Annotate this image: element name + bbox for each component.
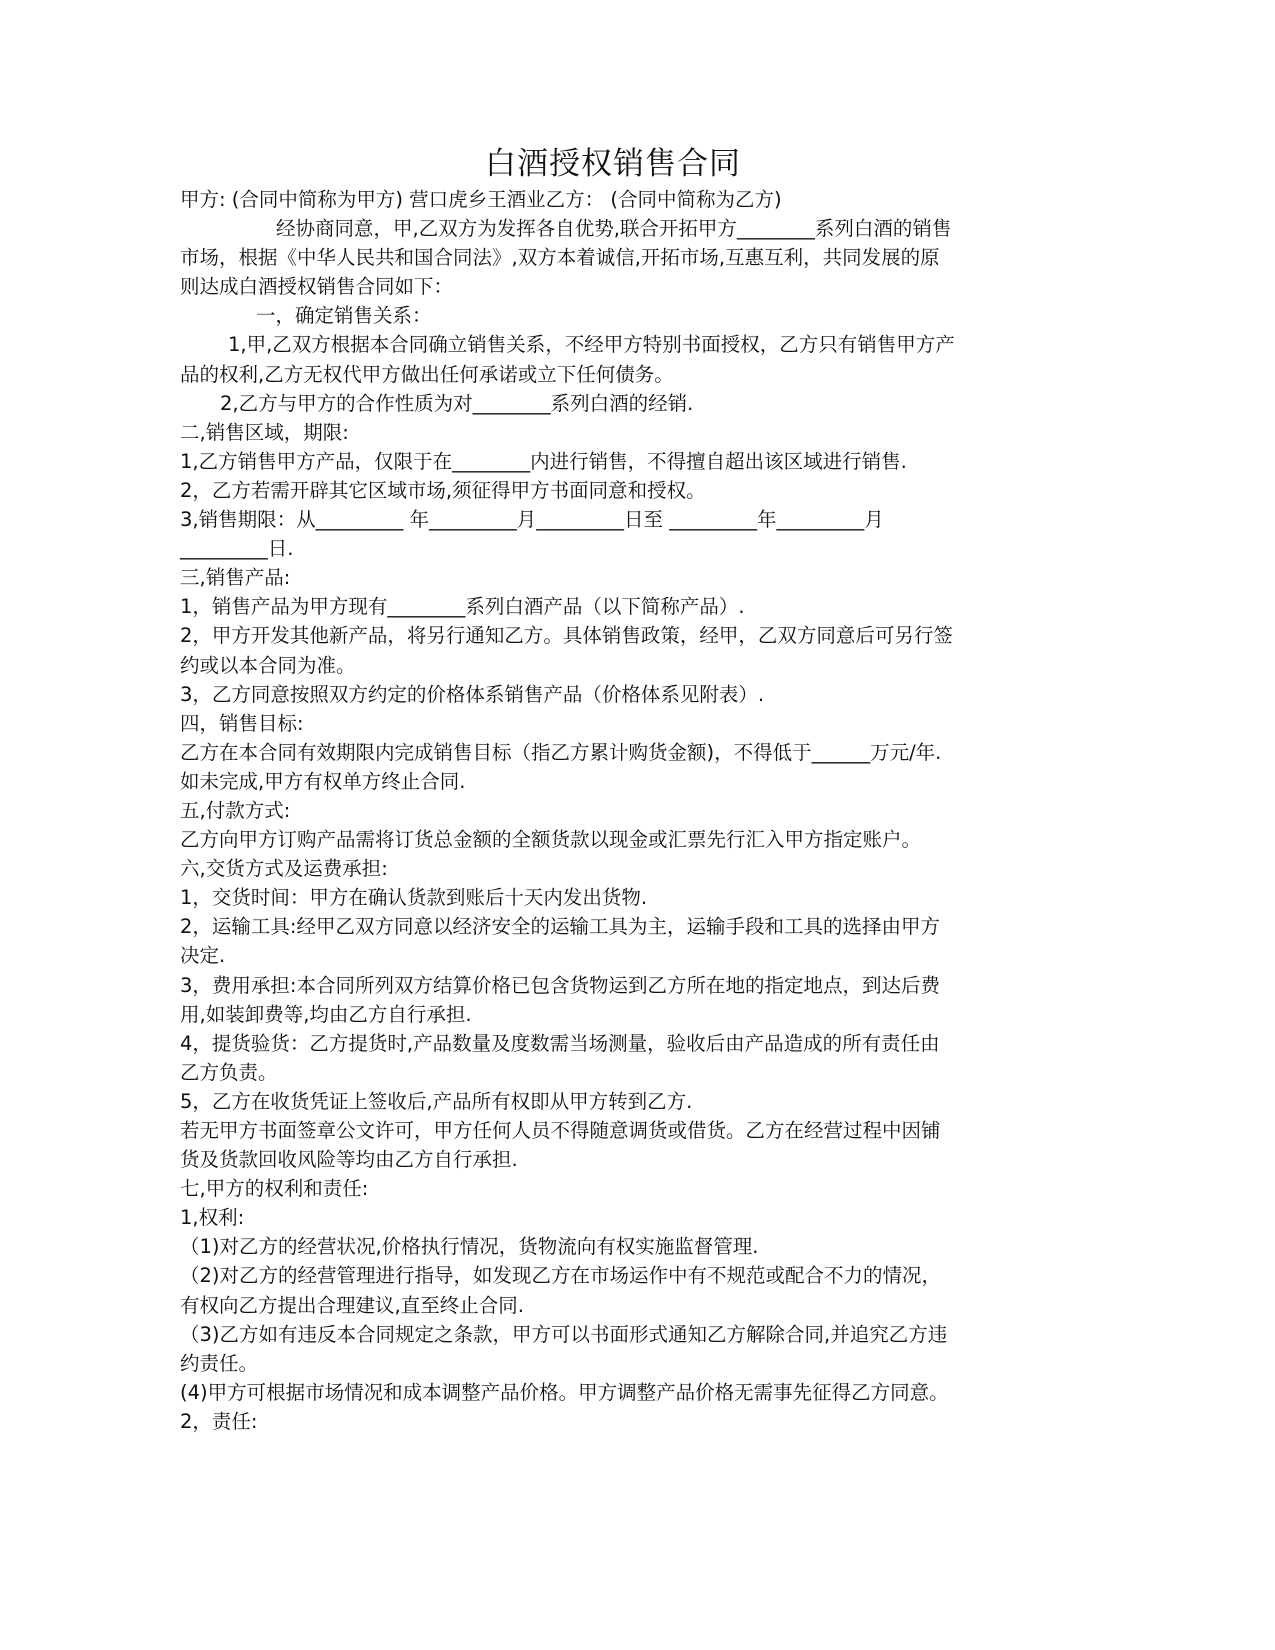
- clause-line: 如未完成,甲方有权单方终止合同.: [180, 769, 466, 793]
- document-title: 白酒授权销售合同: [485, 146, 741, 182]
- parties-line: 甲方: (合同中简称为甲方) 营口虎乡王酒业乙方： (合同中简称为乙方): [180, 188, 782, 211]
- subsection-heading: 2，责任:: [180, 1409, 258, 1433]
- clause-line: 若无甲方书面签章公文许可，甲方任何人员不得随意调货或借货。乙方在经营过程中因铺: [180, 1119, 941, 1142]
- clause-line: 4，提货验货：乙方提货时,产品数量及度数需当场测量，验收后由产品造成的所有责任由: [180, 1031, 940, 1055]
- contract-page: [180, 143, 1080, 1436]
- clause-line: 3，乙方同意按照双方约定的价格体系销售产品（价格体系见附表）.: [180, 682, 765, 706]
- clause-line: 品的权利,乙方无权代甲方做出任何承诺或立下任何债务。: [180, 362, 674, 386]
- clause-line: 用,如装卸费等,均由乙方自行承担.: [180, 1002, 472, 1026]
- clause-line: （3)乙方如有违反本合同规定之条款，甲方可以书面形式通知乙方解除合同,并追究乙方违: [180, 1322, 948, 1346]
- preamble-line: 市场，根据《中华人民共和国合同法》,双方本着诚信,开拓市场,互惠互利，共同发展的原: [180, 246, 940, 270]
- clause-line: 约责任。: [180, 1351, 259, 1375]
- clause-line: 1,乙方销售甲方产品，仅限于在________内进行销售，不得擅自超出该区域进行销售.: [180, 449, 907, 473]
- clause-line: 2，甲方开发其他新产品，将另行通知乙方。具体销售政策，经甲，乙双方同意后可另行签: [180, 624, 953, 648]
- clause-line: （1)对乙方的经营状况,价格执行情况，货物流向有权实施监督管理.: [180, 1235, 759, 1259]
- section-heading: 五,付款方式:: [180, 798, 291, 822]
- clause-line: 3,销售期限：从_________ 年_________月_________日至 _________年_________月: [180, 508, 884, 532]
- section-heading: 六,交货方式及运费承担:: [180, 857, 388, 881]
- clause-line: (4)甲方可根据市场情况和成本调整产品价格。甲方调整产品价格无需事先征得乙方同意。: [180, 1380, 949, 1404]
- clause-line: 2，运输工具:经甲乙双方同意以经济安全的运输工具为主，运输手段和工具的选择由甲方: [180, 915, 940, 939]
- clause-line: 2，乙方若需开辟其它区域市场,须征得甲方书面同意和授权。: [180, 478, 706, 502]
- clause-line: 货及货款回收风险等均由乙方自行承担.: [180, 1148, 518, 1172]
- clause-line: （2)对乙方的经营管理进行指导，如发现乙方在市场运作中有不规范或配合不力的情况，: [180, 1264, 942, 1288]
- section-heading: 七,甲方的权利和责任:: [180, 1177, 369, 1201]
- clause-line: 有权向乙方提出合理建议,直至终止合同.: [180, 1293, 524, 1317]
- section-heading: 四，销售目标:: [180, 711, 304, 735]
- clause-line: 乙方负责。: [180, 1060, 278, 1084]
- section-heading: 三,销售产品:: [180, 566, 291, 590]
- clause-line: 乙方向甲方订购产品需将订货总金额的全额货款以现金或汇票先行汇入甲方指定账户。: [180, 828, 922, 852]
- clause-line: 2,乙方与甲方的合作性质为对________系列白酒的经销.: [220, 391, 694, 415]
- subsection-heading: 1,权利:: [180, 1206, 245, 1230]
- clause-line: 1，交货时间：甲方在确认货款到账后十天内发出货物.: [180, 886, 648, 910]
- clause-line: 约或以本合同为准。: [180, 653, 356, 677]
- clause-line: 决定.: [180, 944, 226, 968]
- clause-line: 乙方在本合同有效期限内完成销售目标（指乙方累计购货金额)，不得低于______万元/年.: [180, 740, 942, 764]
- section-heading: 一，确定销售关系：: [256, 304, 432, 328]
- clause-line: 5，乙方在收货凭证上签收后,产品所有权即从甲方转到乙方.: [180, 1089, 693, 1113]
- clause-line: 3，费用承担:本合同所列双方结算价格已包含货物运到乙方所在地的指定地点，到达后费: [180, 973, 940, 997]
- clause-line: 1,甲,乙双方根据本合同确立销售关系，不经甲方特别书面授权，乙方只有销售甲方产: [228, 333, 955, 357]
- preamble-line: 经协商同意，甲,乙双方为发挥各自优势,联合开拓甲方________系列白酒的销售: [276, 217, 952, 241]
- clause-line: _________日.: [180, 537, 294, 561]
- clause-line: 1，销售产品为甲方现有________系列白酒产品（以下简称产品）.: [180, 595, 745, 619]
- preamble-line: 则达成白酒授权销售合同如下：: [180, 275, 454, 299]
- section-heading: 二,销售区域，期限:: [180, 420, 349, 444]
